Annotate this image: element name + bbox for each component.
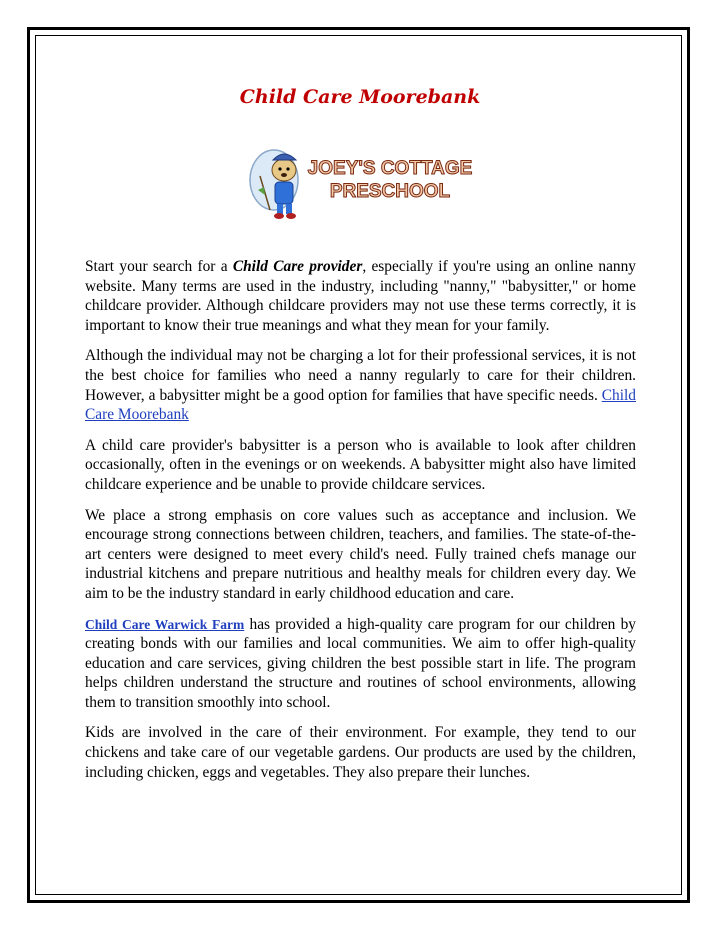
paragraph-2-text: Although the individual may not be charging a lot for their professional services, it is not the best choice for families who need a nanny regularly to care for their children. However, a babysitter might be a good option for families that have specific needs. [85, 347, 636, 404]
bear-mascot-icon [250, 150, 298, 219]
logo-text-line1: JOEY'S COTTAGE [307, 158, 473, 179]
paragraph-2 [85, 346, 636, 424]
page-title: Child Care Moorebank [239, 86, 481, 108]
paragraph-1-text-a: Start your search for a [85, 258, 233, 275]
child-care-moorebank-link[interactable]: Child Care Moorebank [85, 386, 636, 424]
paragraph-6: Kids are involved in the care of their environment. For example, they tend to our chickens and take care of our vegetable gardens. Our products are used by the children, including chicken, eggs and vegetables. They also prepare their lunches. [85, 724, 636, 781]
joeys-cottage-logo [246, 140, 478, 222]
paragraph-1 [85, 257, 636, 335]
child-care-provider-emphasis: Child Care provider [232, 258, 363, 275]
paragraph-3: A child care provider's babysitter is a person who is available to look after children occasionally, often in the evenings or on weekends. A babysitter might also have limited childcare experience and be unable to provide childcare services. [85, 436, 636, 493]
article-body [85, 257, 636, 793]
paragraph-1-text-b: , especially if you're using an online nanny website. Many terms are used in the industry, including "nanny," "babysitter," or home childcare provider. Although childcare providers may not use these terms correctly, it is important to know their true meanings and what they mean for your family. [85, 258, 636, 334]
paragraph-5 [85, 615, 636, 713]
paragraph-5-text: has provided a high-quality care program for our children by creating bonds with our families and local communities. We aim to offer high-quality education and care services, giving children the best possible start in life. The program helps children understand the structure and routines of school environments, allowing them to transition smoothly into school. [85, 615, 636, 711]
paragraph-4: We place a strong emphasis on core values such as acceptance and inclusion. We encourage strong connections between children, teachers, and families. The state-of-the-art centers were designed to meet every child's need. Fully trained chefs manage our industrial kitchens and prepare nutritious and healthy meals for children every day. We aim to be the industry standard in early childhood education and care. [85, 506, 636, 602]
logo-text-line2: PRESCHOOL [329, 181, 451, 202]
child-care-warwick-farm-link[interactable]: Child Care Warwick Farm [85, 616, 245, 632]
